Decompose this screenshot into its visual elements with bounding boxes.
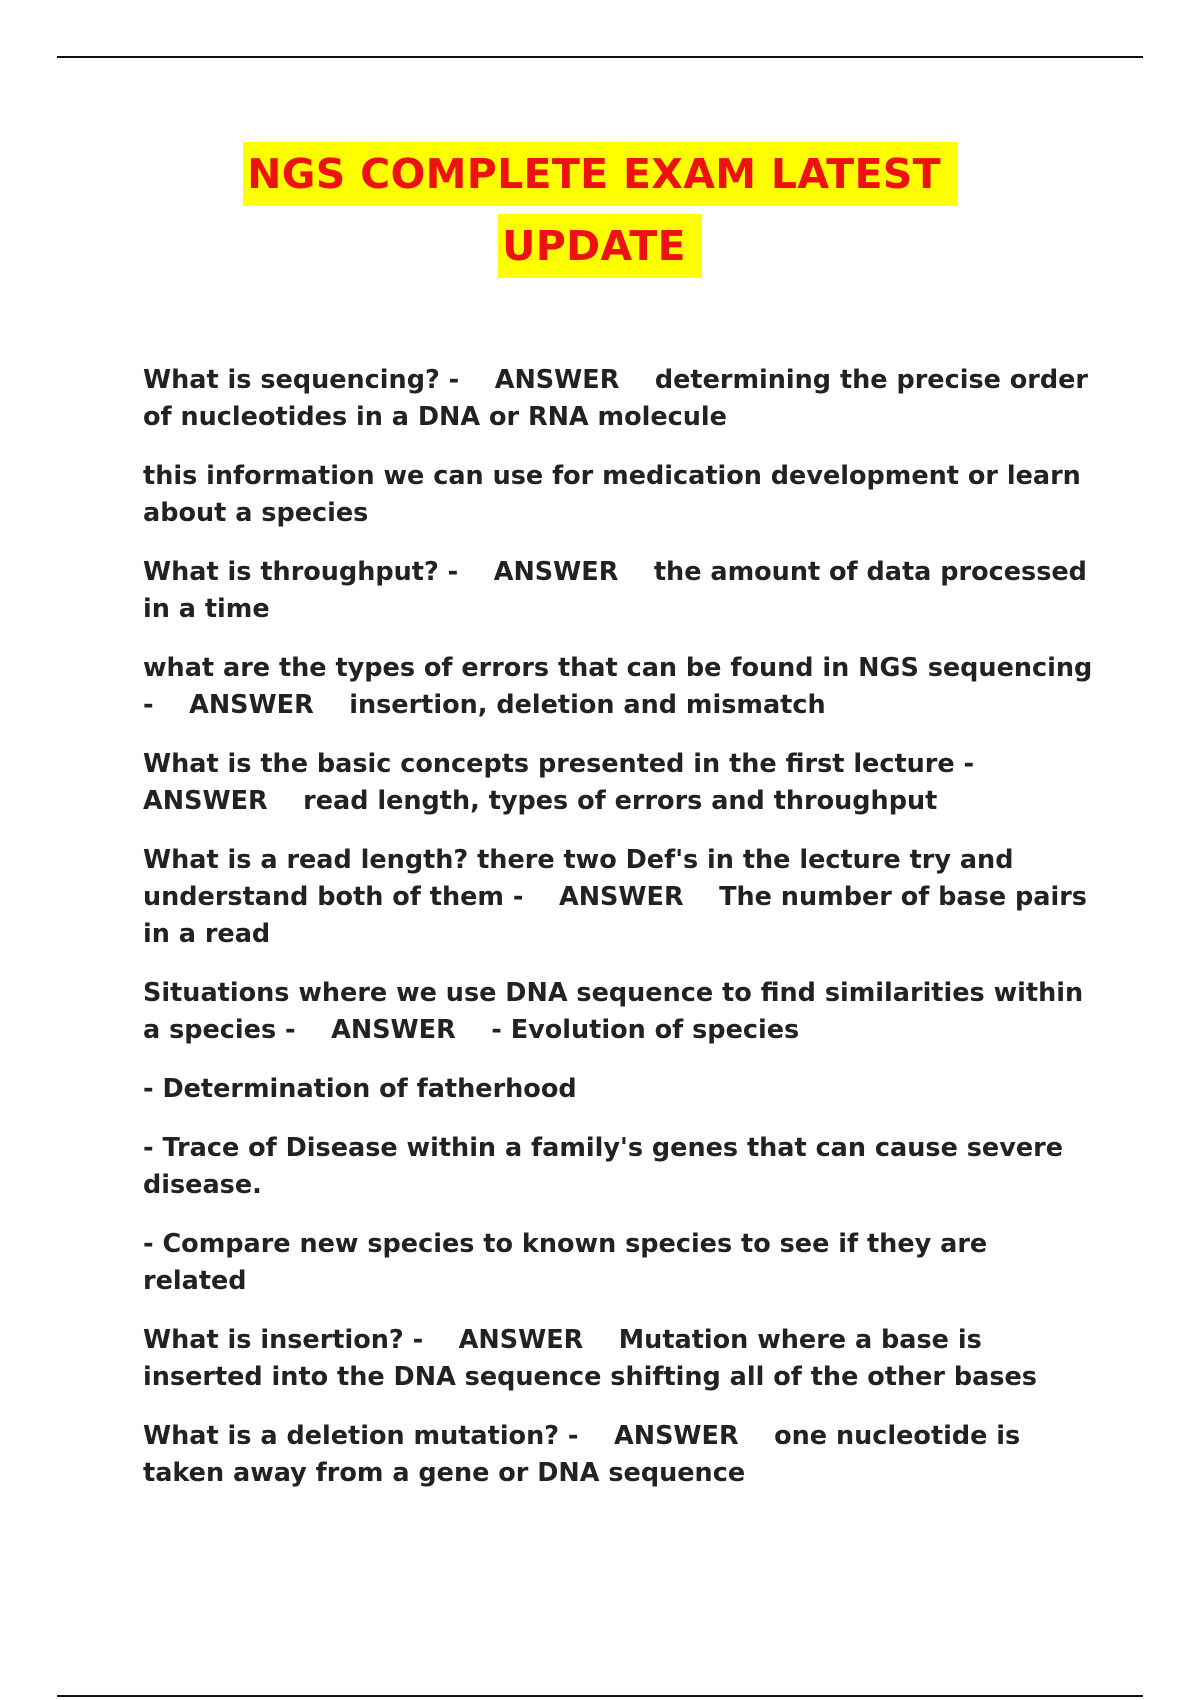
qa-paragraph: - Compare new species to known species to see if they are related <box>143 1229 997 1296</box>
qa-paragraph: What is throughput? - ANSWER the amount of data processed in a time <box>143 557 1096 624</box>
qa-paragraph: What is insertion? - ANSWER Mutation where a base is inserted into the DNA sequence shifting all of the other bases <box>143 1325 1037 1392</box>
qa-paragraph: What is sequencing? - ANSWER determining the precise order of nucleotides in a DNA or RNA molecule <box>143 365 1097 432</box>
header-rule <box>57 56 1143 58</box>
document-title-line-2: UPDATE <box>498 214 702 278</box>
qa-paragraph: - Determination of fatherhood <box>143 1074 577 1104</box>
qa-paragraph: What is the basic concepts presented in the first lecture - ANSWER read length, types of errors and throughput <box>143 749 1010 816</box>
document-title-line-1: NGS COMPLETE EXAM LATEST <box>243 142 957 206</box>
qa-paragraph: What is a read length? there two Def's in the lecture try and understand both of them - ANSWER The number of base pairs in a read <box>143 845 1096 949</box>
qa-paragraph: this information we can use for medication development or learn about a species <box>143 461 1090 528</box>
qa-paragraph: Situations where we use DNA sequence to find similarities within a species - ANSWER - Evolution of species <box>143 978 1093 1045</box>
title-block <box>0 142 1200 278</box>
document-body <box>143 362 1102 1514</box>
footer-rule <box>57 1695 1143 1697</box>
qa-paragraph: what are the types of errors that can be found in NGS sequencing - ANSWER insertion, deletion and mismatch <box>143 653 1102 720</box>
qa-paragraph: - Trace of Disease within a family's genes that can cause severe disease. <box>143 1133 1072 1200</box>
qa-paragraph: What is a deletion mutation? - ANSWER one nucleotide is taken away from a gene or DNA sequence <box>143 1421 1030 1488</box>
